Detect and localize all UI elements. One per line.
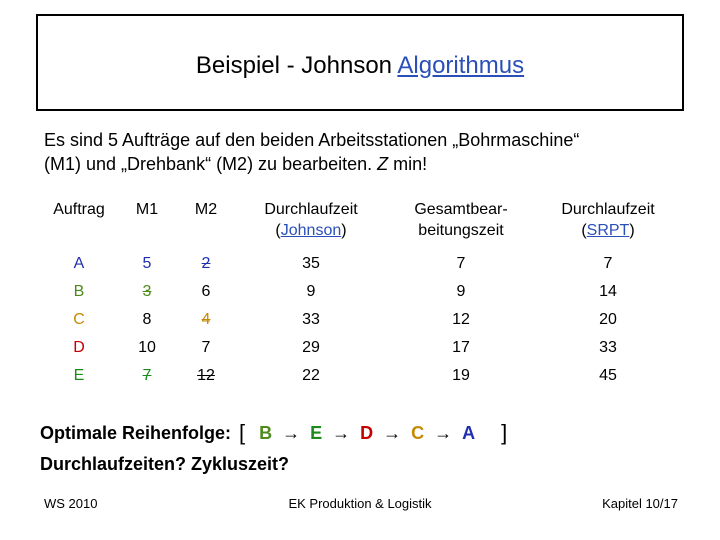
m2-cell: 7 (201, 339, 211, 356)
footer-course: EK Produktion & Logistik (288, 496, 432, 511)
johnson-cell: 9 (306, 283, 316, 300)
arrow-right-icon: → (383, 422, 402, 443)
order-label: Optimale Reihenfolge: (40, 422, 232, 443)
gesamt-cell: 17 (452, 339, 470, 356)
johnson-link[interactable]: Johnson (280, 222, 342, 239)
title-box (36, 14, 684, 111)
header-dlz-johnson (236, 195, 386, 250)
intro-line-2-post: min! (388, 154, 428, 174)
header-dlz-johnson-sub: (Johnson) (275, 222, 347, 239)
m1-cell: 3 (142, 283, 152, 300)
footer-chapter: Kapitel 10/17 (602, 496, 678, 511)
header-dlz-srpt (536, 195, 680, 250)
order-close-bracket: ] (501, 420, 508, 445)
order-open-bracket: [ (239, 420, 246, 445)
order-job-b: B (259, 422, 273, 443)
table-row (40, 362, 680, 390)
m2-cell: 12 (197, 367, 215, 384)
gesamt-cell: 7 (456, 255, 466, 272)
table-row (40, 250, 680, 278)
gesamt-cell: 9 (456, 283, 466, 300)
order-job-c: C (411, 422, 425, 443)
footer-semester: WS 2010 (44, 496, 98, 511)
gesamt-cell: 12 (452, 311, 470, 328)
arrow-right-icon: → (282, 422, 301, 443)
table-header-row (40, 195, 680, 250)
srpt-cell: 7 (603, 255, 613, 272)
header-gesamt (386, 195, 536, 250)
job-cell: C (73, 311, 85, 328)
arrow-right-icon: → (434, 422, 453, 443)
job-cell: E (73, 367, 85, 384)
m1-cell: 8 (142, 311, 152, 328)
optimal-order (40, 420, 515, 446)
job-table (40, 195, 680, 390)
order-job-d: D (360, 422, 374, 443)
arrow-right-icon: → (332, 422, 351, 443)
question-text: Durchlaufzeiten? Zykluszeit? (40, 454, 290, 474)
srpt-cell: 33 (599, 339, 617, 356)
m2-cell: 2 (201, 255, 211, 272)
johnson-cell: 29 (302, 339, 320, 356)
johnson-cell: 22 (302, 367, 320, 384)
header-dlz-srpt-sub: (SRPT) (581, 222, 635, 239)
gesamt-cell: 19 (452, 367, 470, 384)
intro-line-2-pre: (M1) und „Drehbank“ (M2) zu bearbeiten. (44, 154, 378, 174)
m1-cell: 10 (138, 339, 156, 356)
table-row (40, 306, 680, 334)
order-job-a: A (462, 422, 476, 443)
slide-title (38, 52, 682, 80)
order-job-e: E (310, 422, 323, 443)
header-gesamt-line1: Gesamtbear- (414, 201, 508, 218)
johnson-cell: 35 (302, 255, 320, 272)
m2-cell: 6 (201, 283, 211, 300)
table-row (40, 334, 680, 362)
srpt-cell: 20 (599, 311, 617, 328)
job-cell: B (73, 283, 85, 300)
title-link[interactable]: Algorithmus (397, 52, 525, 79)
header-m1: M1 (135, 201, 159, 218)
header-m2: M2 (194, 201, 218, 218)
header-gesamt-line2: beitungszeit (418, 222, 504, 239)
m1-cell: 7 (142, 367, 152, 384)
header-dlz-srpt-label: Durchlaufzeit (561, 201, 655, 218)
johnson-cell: 33 (302, 311, 320, 328)
intro-line-2 (44, 152, 684, 176)
table-row (40, 278, 680, 306)
srpt-cell: 14 (599, 283, 617, 300)
m2-cell: 4 (201, 311, 211, 328)
intro-text (44, 128, 684, 176)
srpt-link[interactable]: SRPT (586, 222, 630, 239)
header-auftrag: Auftrag (53, 201, 105, 218)
job-cell: A (73, 255, 85, 272)
srpt-cell: 45 (599, 367, 617, 384)
header-dlz-johnson-label: Durchlaufzeit (264, 201, 358, 218)
m1-cell: 5 (142, 255, 152, 272)
title-prefix: Beispiel - Johnson (195, 52, 398, 79)
intro-line-1: Es sind 5 Aufträge auf den beiden Arbeitsstationen „Bohrmaschine“ (44, 130, 580, 150)
job-cell: D (73, 339, 85, 356)
intro-line-2-italic: Z (377, 154, 389, 174)
